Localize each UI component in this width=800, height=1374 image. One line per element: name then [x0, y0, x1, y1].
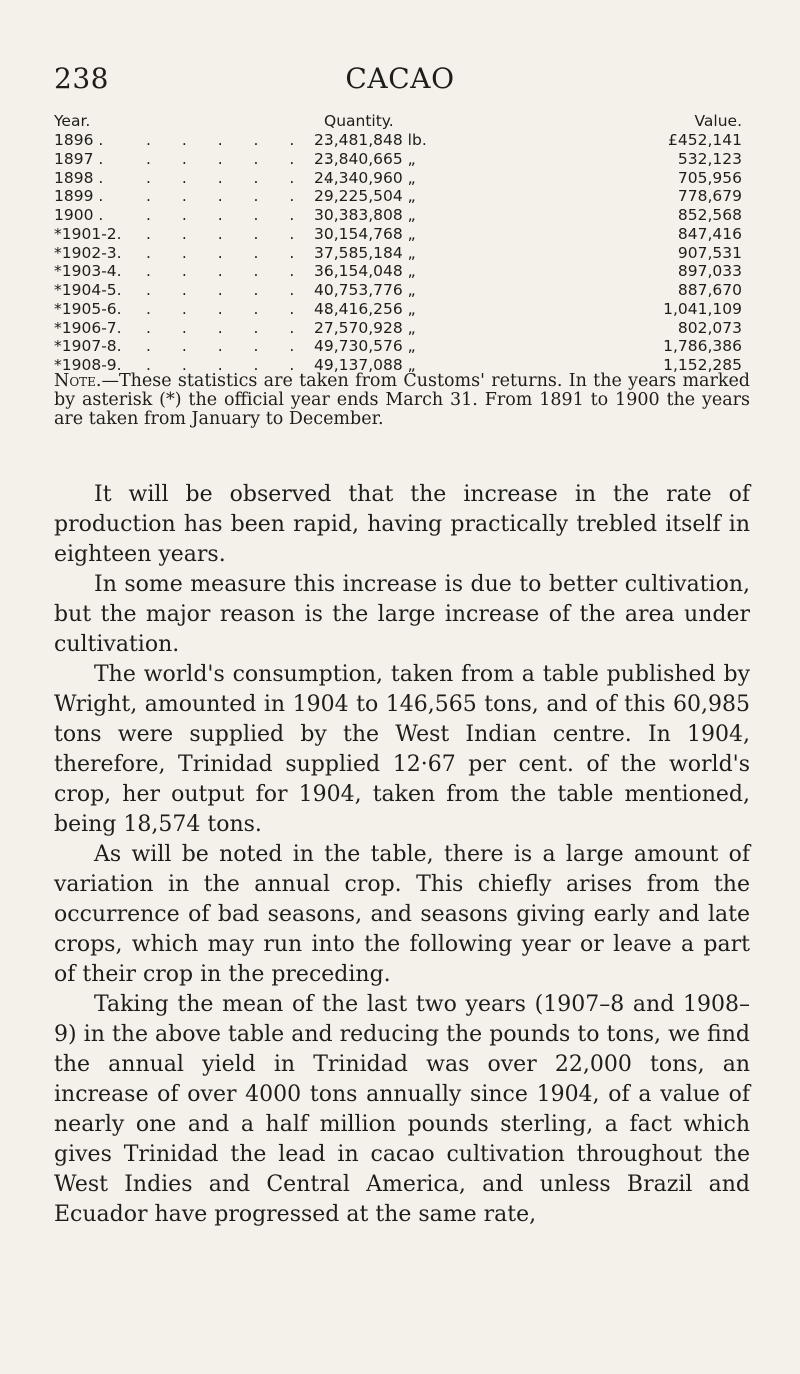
table-row — [54, 150, 744, 169]
quantity-cell: 23,840,665 „ — [314, 149, 416, 168]
quantity-cell: 49,137,088 „ — [314, 356, 416, 374]
year-cell: *1903-4. — [54, 262, 122, 281]
value-cell: 1,786,386 — [663, 337, 742, 356]
value-cell: 1,152,285 — [663, 356, 742, 374]
quantity-column-header: Quantity. — [324, 112, 394, 130]
leader-dots: . . . . . . — [146, 224, 344, 243]
table-row — [54, 244, 744, 263]
value-cell: £452,141 — [668, 131, 742, 149]
year-cell: *1908-9. — [54, 356, 122, 374]
statistics-note — [54, 372, 750, 429]
value-cell: 532,123 — [677, 149, 742, 168]
value-cell: 847,416 — [677, 224, 742, 243]
value-cell: 852,568 — [677, 206, 742, 224]
leader-dots: . . . . . . — [146, 168, 344, 187]
paragraph: It will be observed that the increase in the rate of production has been rapid, having practically trebled itself in eighteen years. — [54, 482, 750, 567]
note-label: Note. — [54, 371, 102, 391]
value-cell: 778,679 — [677, 187, 742, 206]
table-row — [54, 300, 744, 319]
quantity-cell: 40,753,776 „ — [314, 281, 416, 299]
year-cell: 1896 . — [54, 131, 104, 149]
table-row — [54, 262, 744, 281]
quantity-cell: 48,416,256 „ — [314, 299, 416, 318]
page-header — [52, 62, 748, 102]
quantity-cell: 36,154,048 „ — [314, 262, 416, 281]
table-row — [54, 319, 744, 338]
year-cell: 1900 . — [54, 206, 104, 224]
quantity-cell: 30,383,808 „ — [314, 206, 416, 224]
leader-dots: . . . . . . — [146, 243, 344, 262]
page-number: 238 — [54, 62, 109, 95]
table-row — [54, 131, 744, 150]
leader-dots: . . . . . . — [146, 149, 344, 168]
body-text — [54, 480, 750, 1230]
quantity-cell: 49,730,576 „ — [314, 337, 416, 356]
year-cell: *1906-7. — [54, 318, 122, 337]
value-cell: 1,041,109 — [663, 299, 742, 318]
paragraph: As will be noted in the table, there is a large amount of variation in the annual crop. This chiefly arises from the occurrence of bad seasons, and seasons giving early and late crops, which may run into the following year or leave a part of their crop in the preceding. — [54, 842, 750, 987]
leader-dots: . . . . . . — [146, 131, 344, 149]
quantity-cell: 23,481,848 lb. — [314, 131, 427, 149]
year-column-header: Year. — [54, 112, 91, 130]
table-row — [54, 225, 744, 244]
quantity-cell: 30,154,768 „ — [314, 224, 416, 243]
table-header-row — [54, 111, 744, 131]
leader-dots: . . . . . . — [146, 318, 344, 337]
value-cell: 897,033 — [677, 262, 742, 281]
running-head: CACAO — [345, 62, 455, 95]
leader-dots: . . . . . . — [146, 262, 344, 281]
value-cell: 802,073 — [677, 318, 742, 337]
value-cell: 887,670 — [677, 281, 742, 299]
table-row — [54, 206, 744, 225]
leader-dots: . . . . . . — [146, 337, 344, 356]
year-cell: *1901-2. — [54, 224, 122, 243]
paragraph: The world's consumption, taken from a table published by Wright, amounted in 1904 to 146,565 tons, and of this 60,985 tons were supplied by the West Indian centre. In 1904, therefore, Trinidad supplied 12·67 per cent. of the world's crop, her output for 1904, taken from the table mentioned, being 18,574 tons. — [54, 662, 750, 837]
leader-dots: . . . . . . — [146, 187, 344, 206]
leader-dots: . . . . . . — [146, 299, 344, 318]
paragraph: Taking the mean of the last two years (1907–8 and 1908–9) in the above table and reducing the pounds to tons, we find the annual yield in Trinidad was over 22,000 tons, an increase of over 4000 tons annually since 1904, of a value of nearly one and a half million pounds sterling, a fact which gives Trinidad the lead in cacao cultivation throughout the West Indies and Central America, and unless Brazil and Ecuador have progressed at the same rate, — [54, 992, 750, 1227]
year-cell: 1897 . — [54, 149, 104, 168]
quantity-cell: 37,585,184 „ — [314, 243, 416, 262]
paragraph: In some measure this increase is due to better cultivation, but the major reason is the large increase of the area under cultivation. — [54, 572, 750, 657]
year-cell: *1905-6. — [54, 299, 122, 318]
cacao-statistics-table — [54, 111, 744, 375]
year-cell: 1899 . — [54, 187, 104, 206]
value-cell: 705,956 — [677, 168, 742, 187]
table-row — [54, 281, 744, 300]
table-row — [54, 187, 744, 206]
leader-dots: . . . . . . — [146, 281, 344, 299]
leader-dots: . . . . . . — [146, 206, 344, 224]
year-cell: 1898 . — [54, 168, 104, 187]
leader-dots: . . . . . . — [146, 356, 344, 374]
quantity-cell: 24,340,960 „ — [314, 168, 416, 187]
value-column-header: Value. — [694, 112, 742, 130]
table-row — [54, 337, 744, 356]
year-cell: *1904-5. — [54, 281, 122, 299]
note-text: —These statistics are taken from Customs' returns. In the years marked by asterisk (*) the official year ends March 31. From 1891 to 1900 the years are taken from January to December. — [54, 371, 750, 429]
year-cell: *1902-3. — [54, 243, 122, 262]
year-cell: *1907-8. — [54, 337, 122, 356]
value-cell: 907,531 — [677, 243, 742, 262]
table-row — [54, 169, 744, 188]
quantity-cell: 27,570,928 „ — [314, 318, 416, 337]
quantity-cell: 29,225,504 „ — [314, 187, 416, 206]
